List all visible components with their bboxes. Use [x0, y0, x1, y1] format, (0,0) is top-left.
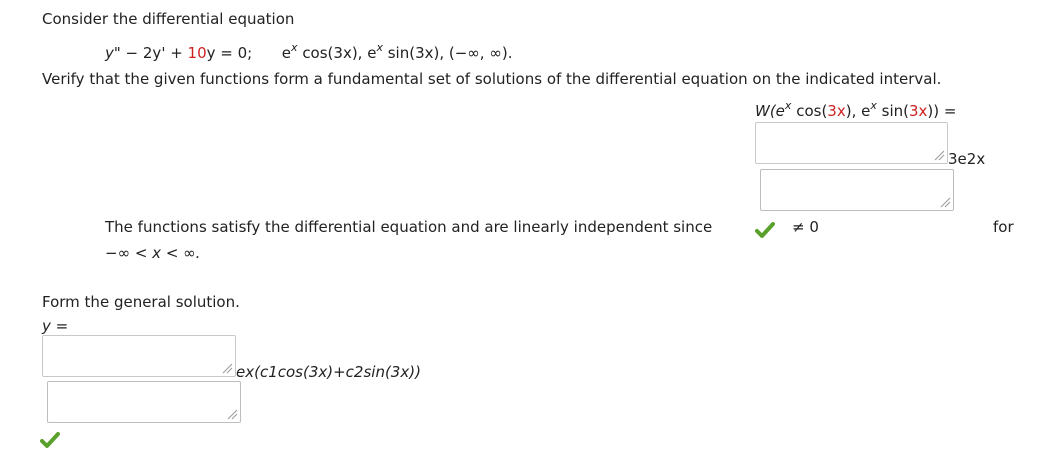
instruction-text: Verify that the given functions form a fundamental set of solutions of the differential equation on the indicated interval. — [42, 70, 942, 88]
func2-rest: sin(3x), — [382, 44, 449, 62]
eq-prime: ' — [161, 44, 166, 62]
func1-exponent: x — [291, 41, 298, 54]
general-solution-prompt: Form the general solution. — [42, 293, 240, 311]
statement-text: The functions satisfy the differential equation and are linearly independent since — [105, 218, 713, 236]
statement-interval: −∞ < x < ∞. — [105, 244, 201, 262]
eq-y-double-prime: y" — [105, 44, 121, 62]
general-solution-box-preview[interactable] — [47, 381, 241, 423]
wronskian-start: W(e — [755, 102, 785, 120]
eq-y-equals: y = 0; — [206, 44, 253, 62]
for-text: for — [993, 218, 1014, 236]
func2-base: e — [367, 44, 377, 62]
wronskian-answer-field[interactable] — [755, 122, 948, 164]
wronskian-cos: cos( — [791, 102, 828, 120]
general-solution-field[interactable] — [42, 335, 236, 377]
wronskian-arg2: 3x — [908, 102, 928, 120]
eq-coefficient: 10 — [187, 44, 207, 62]
eq-plus: + — [165, 44, 188, 62]
correct-check-icon — [755, 222, 775, 239]
eq-minus-term: − 2y — [120, 44, 162, 62]
wronskian-answer-box-preview[interactable] — [760, 169, 954, 211]
resize-grip-icon[interactable] — [934, 150, 945, 161]
correct-check-icon — [40, 432, 60, 449]
wronskian-mid: ), e — [845, 102, 871, 120]
wronskian-end: )) = — [927, 102, 957, 120]
wronskian-exp2: x — [870, 99, 877, 112]
differential-equation — [105, 41, 513, 62]
wronskian-sin: sin( — [876, 102, 909, 120]
wronskian-answer-value: 3e2x — [948, 150, 986, 168]
wronskian-exp1: x — [784, 99, 792, 112]
wronskian-arg1: 3x — [827, 102, 846, 120]
func2-exponent: x — [376, 41, 383, 54]
func1-rest: cos(3x), — [297, 44, 368, 62]
general-solution-value: ex(c1cos(3x)+c2sin(3x)) — [236, 363, 421, 381]
resize-grip-icon[interactable] — [940, 197, 951, 208]
y-equals-label: y = — [42, 317, 69, 335]
resize-grip-icon[interactable] — [227, 409, 238, 420]
not-equal-zero: ≠ 0 — [792, 218, 819, 236]
intro-text: Consider the differential equation — [42, 10, 295, 28]
resize-grip-icon[interactable] — [222, 363, 233, 374]
interval-text: (−∞, ∞). — [448, 44, 513, 62]
wronskian-label — [755, 99, 957, 120]
func1-base: e — [281, 44, 292, 62]
